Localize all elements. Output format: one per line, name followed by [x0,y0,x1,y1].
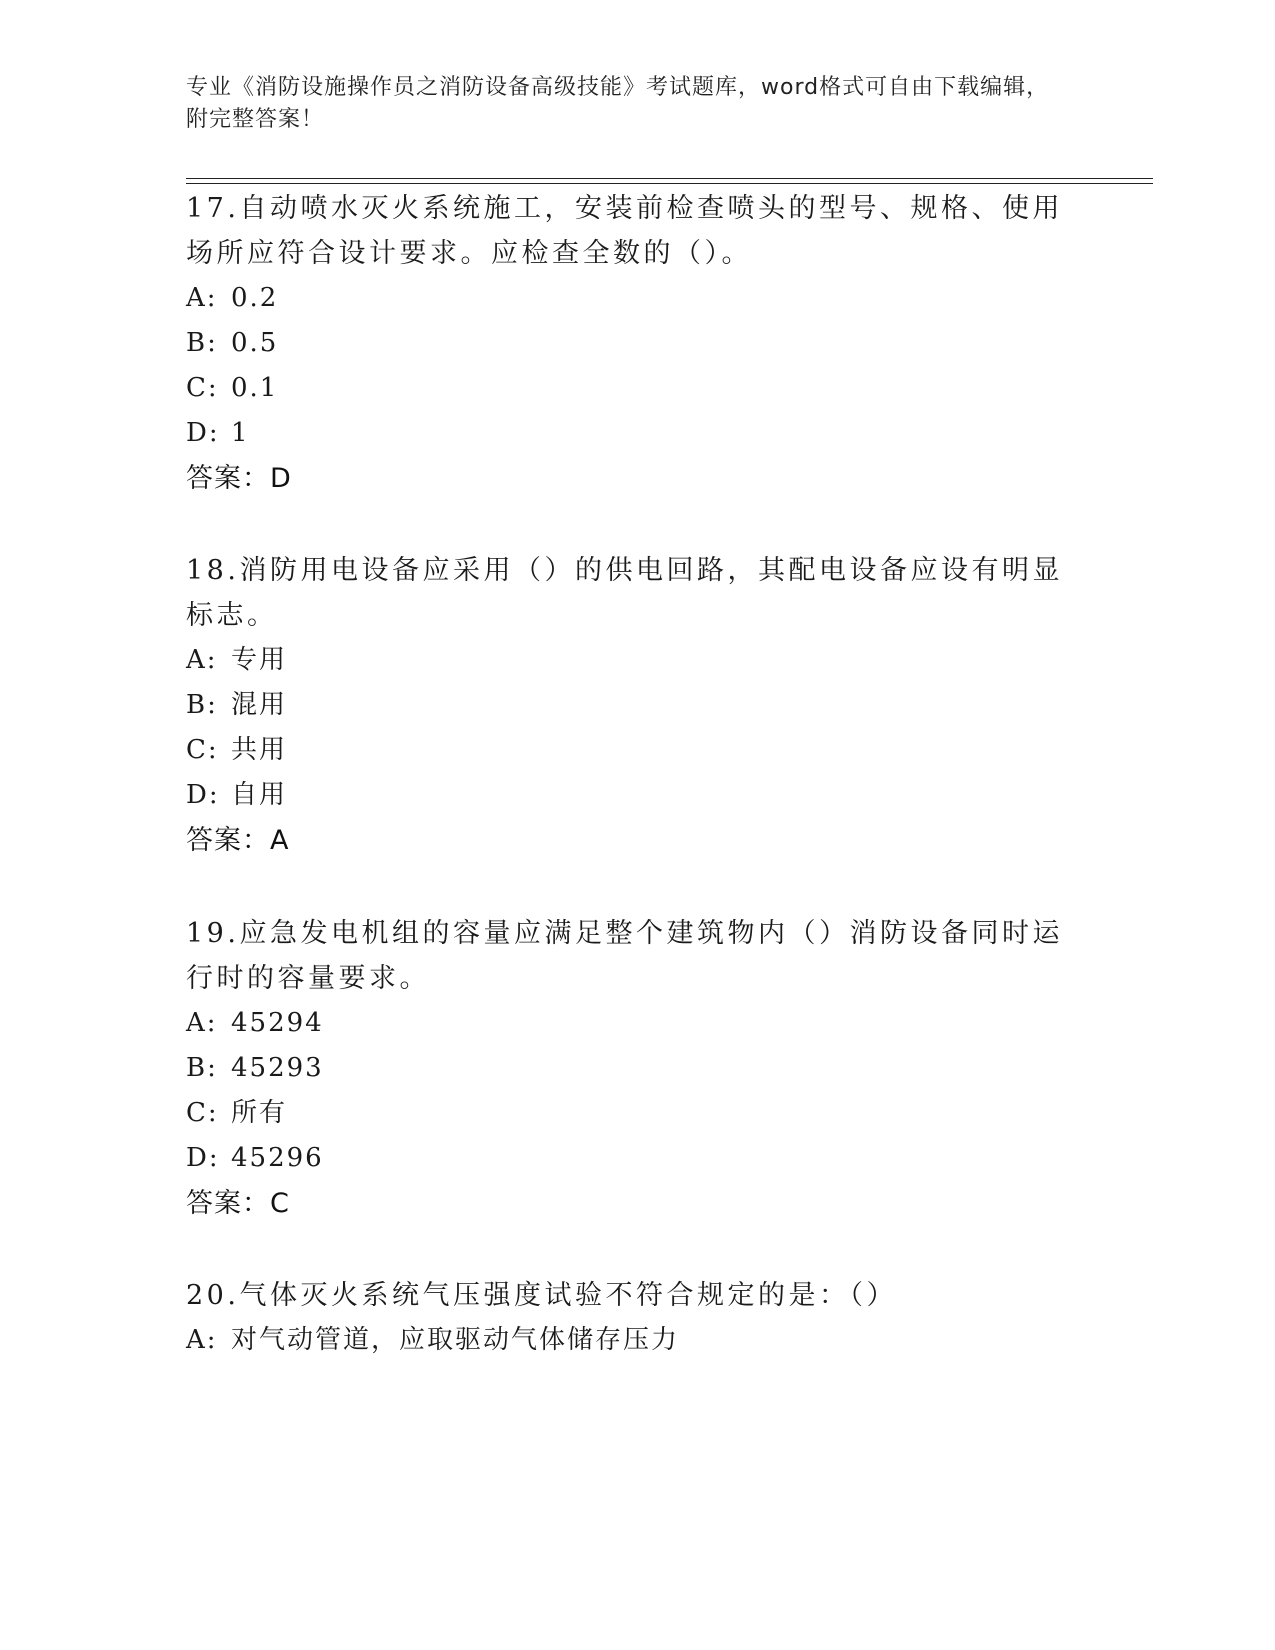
option-letter: A: [186,1325,218,1355]
question-stem: 18.消防用电设备应采用（）的供电回路，其配电设备应设有明显标志。 [186,555,1063,631]
option-letter: A: [186,283,218,313]
question-stem: 17.自动喷水灭火系统施工，安装前检查喷头的型号、规格、使用场所应符合设计要求。应检查全数的（）。 [186,193,1063,269]
header-divider-top [186,178,1153,179]
answer-line: 答案：D [186,463,292,494]
option-text: 所有 [231,1098,288,1128]
option-text: 1 [231,418,250,448]
question-20 [186,1273,1086,1363]
option-a [186,638,1086,683]
question-stem: 20.气体灭火系统气压强度试验不符合规定的是：（） [186,1280,897,1311]
option-letter: B: [186,690,218,720]
option-c [186,1091,1086,1136]
question-17 [186,186,1086,501]
option-b [186,1046,1086,1091]
option-letter: B: [186,1053,218,1083]
option-a [186,1001,1086,1046]
answer-line: 答案：C [186,1188,290,1219]
option-d [186,1136,1086,1181]
option-text: 混用 [231,690,288,720]
header-divider-bottom [186,183,1153,184]
option-c [186,366,1086,411]
option-letter: B: [186,328,218,358]
answer-line: 答案：A [186,825,290,856]
option-text: 0.5 [231,328,279,358]
option-text: 对气动管道，应取驱动气体储存压力 [231,1325,680,1355]
option-text: 专用 [231,645,288,675]
option-d [186,773,1086,818]
option-d [186,411,1086,456]
question-18 [186,548,1086,863]
question-19 [186,911,1086,1226]
document-header: 专业《消防设施操作员之消防设备高级技能》考试题库，word格式可自由下载编辑，附完整答案！ [186,75,1050,132]
option-a [186,276,1086,321]
option-text: 自用 [231,780,288,810]
option-letter: C: [186,373,219,403]
option-text: 0.1 [231,373,279,403]
option-letter: A: [186,645,218,675]
option-b [186,321,1086,366]
option-letter: A: [186,1008,218,1038]
question-stem: 19.应急发电机组的容量应满足整个建筑物内（）消防设备同时运行时的容量要求。 [186,918,1063,994]
option-letter: C: [186,1098,219,1128]
option-text: 45296 [231,1143,324,1173]
option-text: 45294 [231,1008,324,1038]
option-letter: D: [186,780,220,810]
option-text: 0.2 [231,283,279,313]
option-letter: D: [186,418,220,448]
option-letter: C: [186,735,219,765]
option-c [186,728,1086,773]
option-b [186,683,1086,728]
option-text: 45293 [231,1053,324,1083]
option-letter: D: [186,1143,220,1173]
option-text: 共用 [231,735,288,765]
option-a [186,1318,1086,1363]
